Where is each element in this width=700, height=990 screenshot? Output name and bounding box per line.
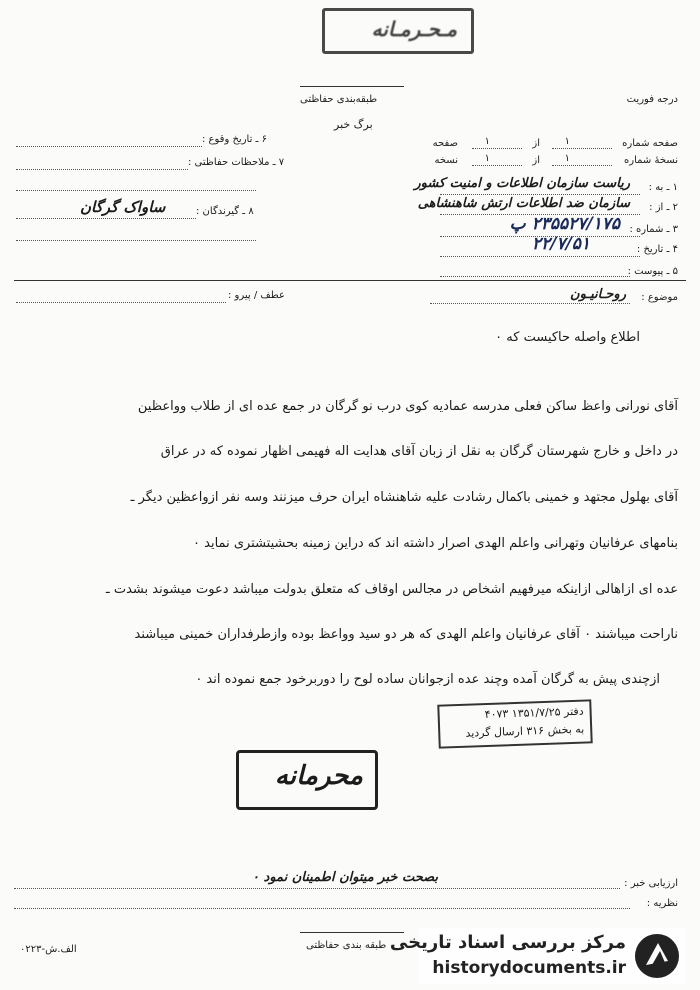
form-code: الف.ش-۰۲۲۳ [20,944,77,955]
received-stamp-line2: به بخش ۳۱۶ ارسال گردید [465,722,585,740]
field-attachment-label: ۵ ـ پیوست : [627,266,678,277]
field-recipients-label: ۸ ـ گیرندگان : [196,206,254,217]
body-line-1: اطلاع واصله حاکیست که ۰ [495,330,640,345]
top-classification-stamp [322,8,474,54]
page-number-label: صفحه شماره [622,138,678,149]
evaluation-dotted [14,888,620,889]
page-total-dotted [472,148,522,149]
subject-top-rule [14,280,686,281]
watermark-url: historydocuments.ir [432,958,626,978]
reference-dotted [16,302,226,303]
field-from-label: ۲ ـ از : [649,202,678,213]
form-title: برگ خبر [334,118,373,131]
field-number-value: ۲۳۵۵۲۷/۱۷۵ پ [509,214,620,234]
header-classification: طبقه‌بندی حفاظتی [300,94,378,105]
reference-label: عطف / پیرو : [228,290,285,301]
field-recipients-value: ساواک گرگان [80,198,166,216]
watermark-title: مرکز بررسی اسناد تاریخی [389,932,626,953]
top-stamp-text: مـحـرمـانه [371,17,457,41]
confidential-stamp [236,750,378,810]
page-of: از [532,138,540,149]
opinion-label: نظریه : [646,898,678,909]
body-line-5: بنامهای عرفانیان وتهرانی واعلم الهدی اصرار داشته اند که دراین زمینه بحشیتشتری نماید ۰ [193,536,678,551]
received-stamp [437,699,592,748]
field-security-notes-label: ۷ ـ ملاحظات حفاظتی : [188,157,285,168]
header-priority: درجه فوریت [626,94,678,105]
field-to-value: ریاست سازمان اطلاعات و امنیت کشور [414,176,630,191]
copy-dotted [552,165,612,166]
evaluation-label: ارزیابی خبر : [624,878,678,889]
subject-dotted [430,303,630,304]
copy-total-dotted [472,165,522,166]
body-line-6: عده ای ازاهالی ازاینکه میرفهیم اشخاص در مجالس اوقاف که متعلق بدولت میباشد دعوت میشوند بشدت ـ [105,582,678,597]
subject-value: روحـانیـون [570,287,626,302]
copy-of: از [532,155,540,166]
field-from-value: سازمان ضد اطلاعات ارتش شاهنشاهی [417,196,630,211]
field-blank-dotted-1 [16,190,256,191]
page-number-value: ۱ [564,136,570,147]
field-security-dotted [16,169,188,170]
subject-label: موضوع : [641,292,678,303]
field-recipients-dotted [16,218,196,219]
field-number-label: ۳ ـ شماره : [629,224,678,235]
body-line-8: ازچندی پیش به گرگان آمده وچند عده ازجوانان ساده لوح را دوربرخود جمع نموده اند ۰ [195,672,660,687]
header-classification-line [300,86,404,87]
field-date-value: ۲۲/۷/۵۱ [531,234,590,254]
page-unit: صفحه [432,138,458,149]
field-blank-dotted-2 [16,240,256,241]
footer-classification: طبقه بندی حفاظتی [306,940,387,951]
copy-number-value: ۱ [564,153,570,164]
page-total: ۱ [484,136,490,147]
copy-unit: نسخه [434,155,458,166]
body-line-7: ناراحت میباشند ۰ آقای عرفانیان واعلم الهدی که هر دو سید وواعظ بوده وازطرفداران خمینی میباشند [134,627,678,642]
field-occurrence-dotted [16,146,202,147]
copy-number-label: نسخهٔ شماره [624,155,678,166]
footer-classification-line [300,932,404,933]
field-occurrence-date-label: ۶ ـ تاریخ وقوع : [202,134,268,145]
body-line-3: در داخل و خارج شهرستان گرگان به نقل از زبان آقای هدایت اله فهیمی اظهار نموده که در عراق [160,444,678,459]
received-stamp-line1: دفتر ۱۳۵۱/۷/۲۵ ۴۰۷۳ [484,704,584,722]
confidential-stamp-text: محرمانه [274,761,363,791]
archive-logo-icon [632,931,682,981]
copy-total: ۱ [484,153,490,164]
opinion-dotted [14,908,630,909]
page-dotted [552,148,612,149]
field-date-label: ۴ ـ تاریخ : [636,244,678,255]
watermark [389,928,686,984]
body-line-4: آقای بهلول مجتهد و خمینی باکمال رشادت علیه شاهنشاه ایران حرف میزنند وسه نفر ازواعظین دیگر ـ [130,490,678,505]
body-line-2: آقای نورانی واعظ ساکن فعلی مدرسه عمادیه کوی درب نو گرگان در جمع عده ای از طلاب وواعظین [137,399,678,414]
field-date-dotted [440,256,640,257]
field-to-label: ۱ ـ به : [648,182,678,193]
field-to-dotted [440,194,640,195]
evaluation-value: بصحت خبر میتوان اطمینان نمود ۰ [252,870,438,885]
field-attachment-dotted [440,276,630,277]
